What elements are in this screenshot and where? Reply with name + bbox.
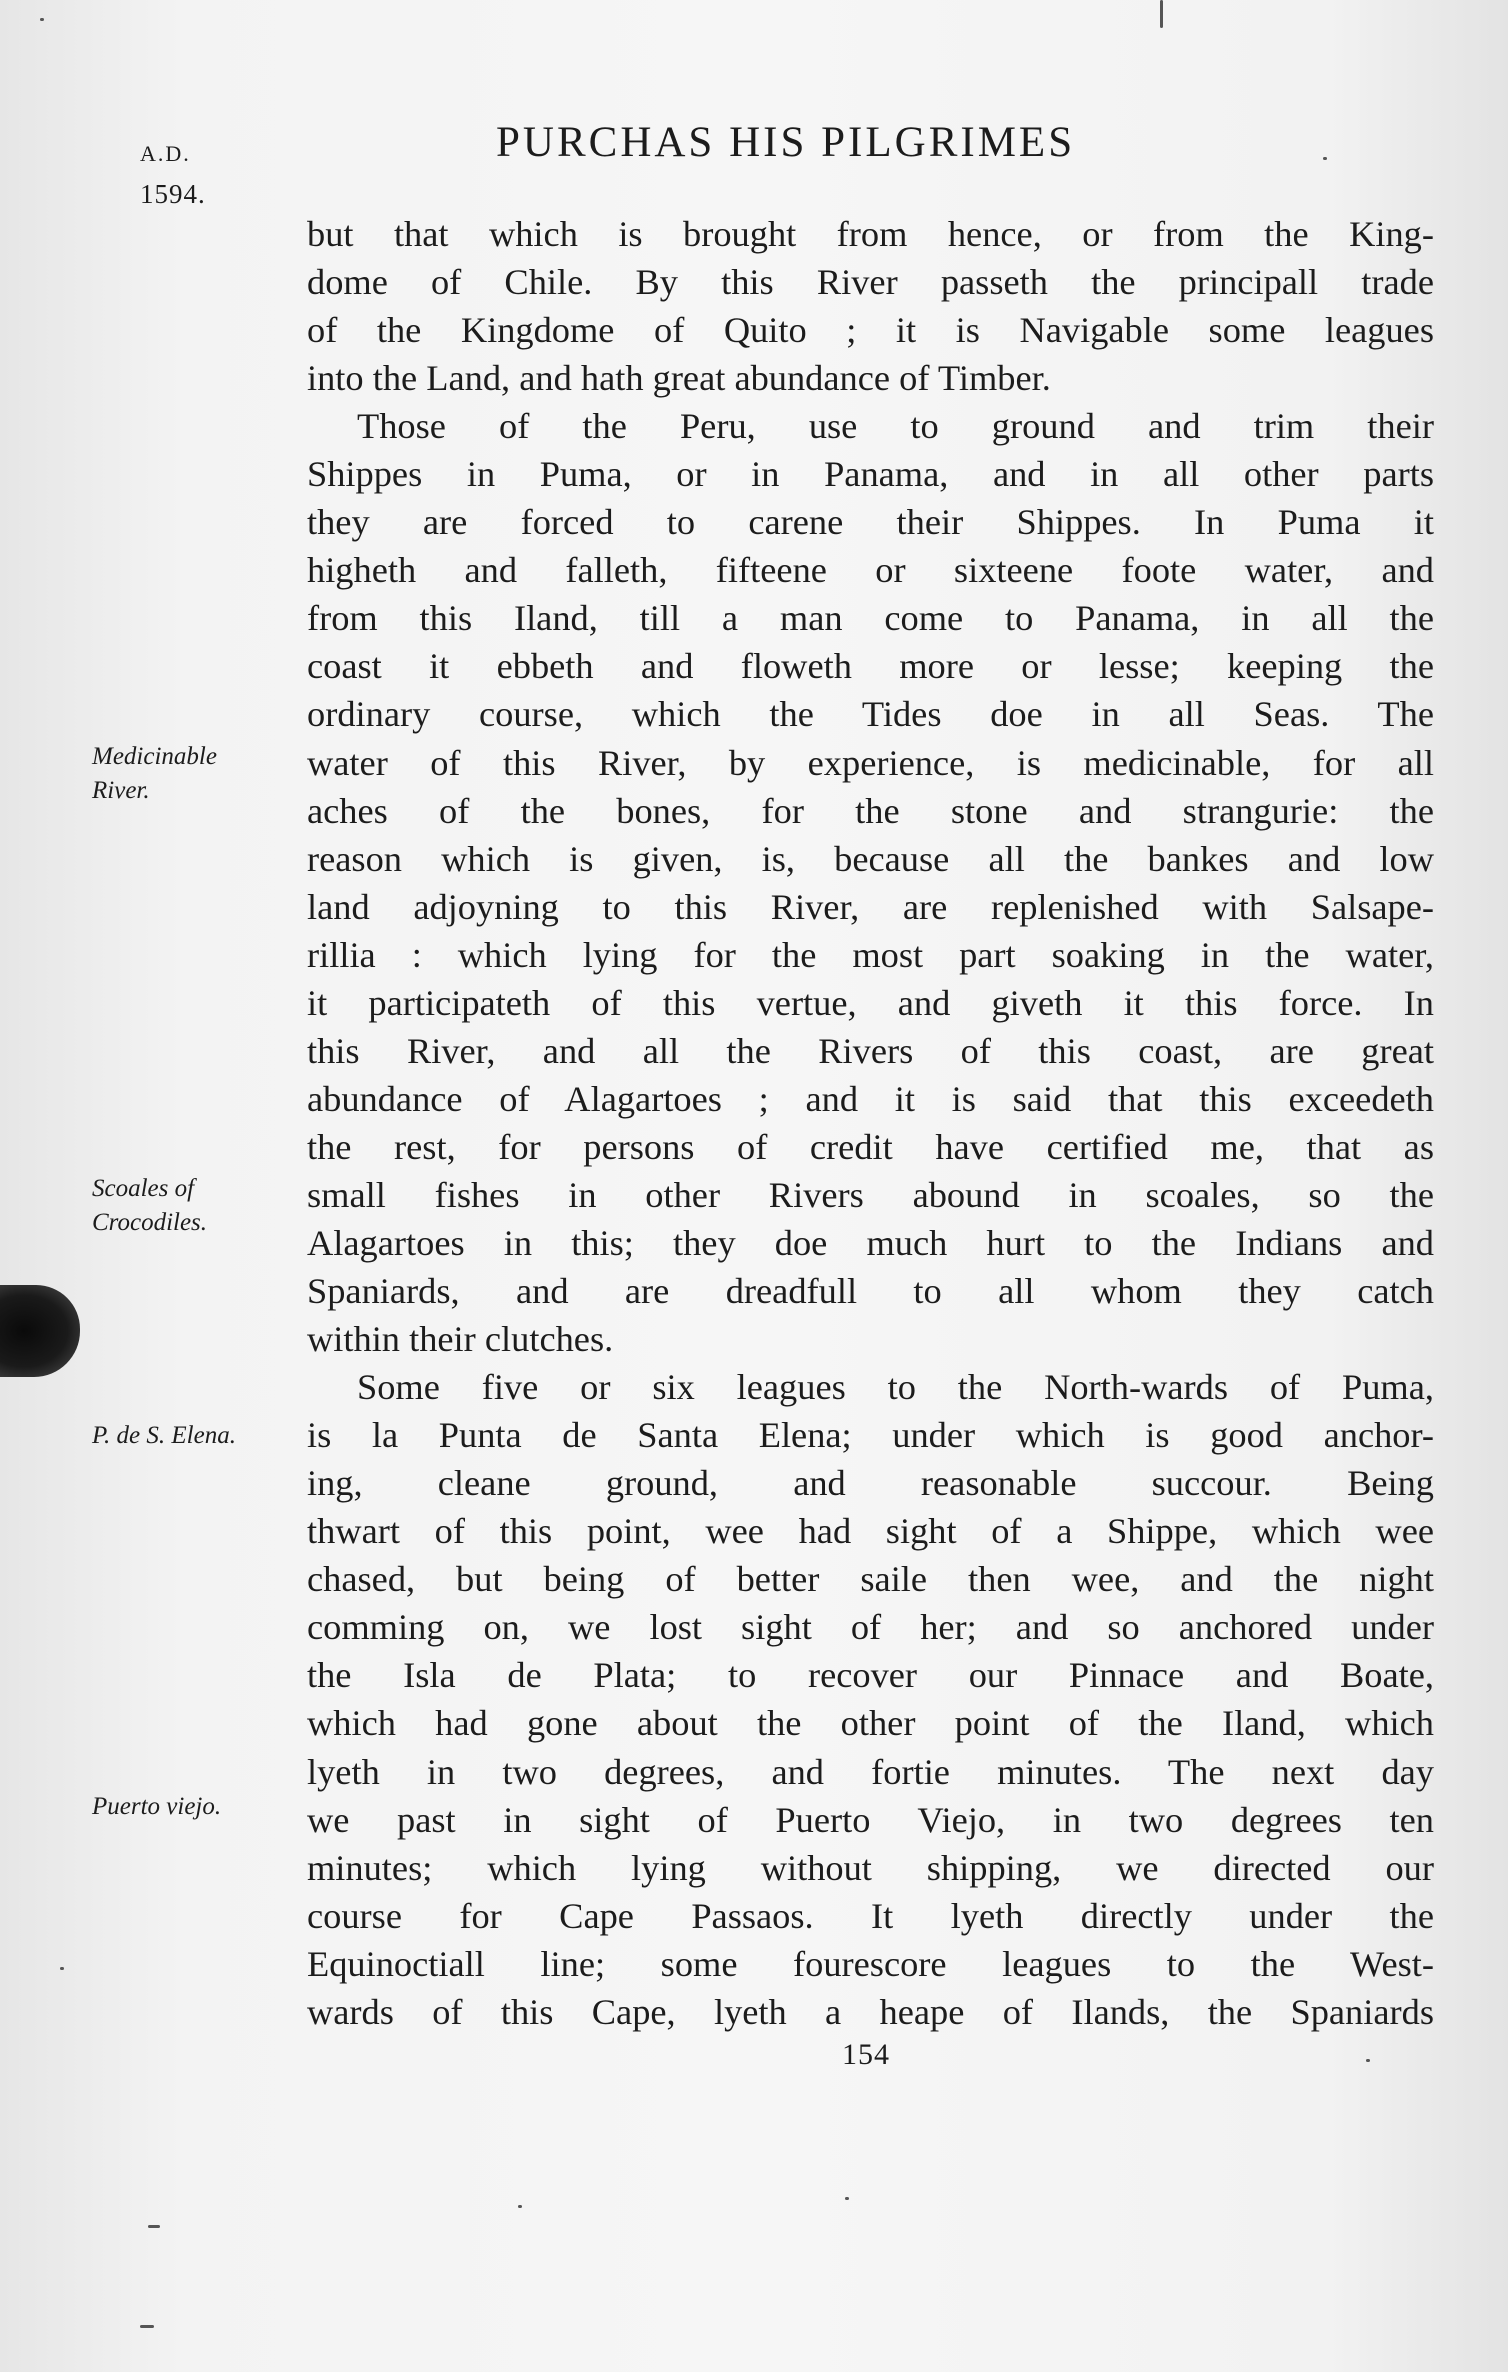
text-line: water of this River, by experience, is medicinable, for all: [307, 742, 1434, 783]
text-line: they are forced to carene their Shippes. In Puma it: [307, 502, 1434, 543]
body-text: [307, 210, 1434, 2036]
text-line: which had gone about the other point of the Iland, which: [307, 1703, 1434, 1744]
text-line: from this Iland, till a man come to Panama, in all the: [307, 598, 1434, 639]
scan-speck: [1366, 2059, 1370, 2062]
marginal-note-line: Crocodiles.: [92, 1209, 208, 1236]
text-line: is la Punta de Santa Elena; under which is good anchor-: [307, 1415, 1434, 1456]
text-line: Shippes in Puma, or in Panama, and in all other parts: [307, 454, 1434, 495]
text-line: chased, but being of better saile then wee, and the night: [307, 1559, 1434, 1600]
text-line: within their clutches.: [307, 1319, 614, 1360]
text-line: rillia : which lying for the most part soaking in the water,: [307, 934, 1434, 975]
scan-speck: [1323, 157, 1327, 160]
marginal-note-scoales-of-crocodiles: [92, 1172, 207, 1240]
text-line: we past in sight of Puerto Viejo, in two degrees ten: [307, 1799, 1434, 1840]
text-line: Spaniards, and are dreadfull to all whom they catch: [307, 1271, 1434, 1312]
scan-speck: [140, 2325, 154, 2328]
text-line: Equinoctiall line; some fourescore leagues to the West-: [307, 1943, 1434, 1984]
anno-domini-label: A.D.: [140, 141, 191, 166]
text-line: aches of the bones, for the stone and strangurie: the: [307, 790, 1434, 831]
text-line: comming on, we lost sight of her; and so anchored under: [307, 1607, 1434, 1648]
text-line: wards of this Cape, lyeth a heape of Ilands, the Spaniards: [307, 1991, 1434, 2032]
text-line: into the Land, and hath great abundance of Timber.: [307, 358, 1051, 399]
text-line: ordinary course, which the Tides doe in all Seas. The: [307, 694, 1434, 735]
scan-speck: [845, 2197, 849, 2200]
text-line: abundance of Alagartoes ; and it is said that this exceedeth: [307, 1078, 1434, 1119]
text-line: it participateth of this vertue, and giveth it this force. In: [307, 982, 1434, 1023]
text-line: dome of Chile. By this River passeth the principall trade: [307, 262, 1434, 303]
marginal-note-medicinable-river: [92, 740, 217, 808]
text-line: minutes; which lying without shipping, we directed our: [307, 1847, 1434, 1888]
scan-speck: [1160, 0, 1163, 28]
text-line: Alagartoes in this; they doe much hurt to the Indians and: [307, 1222, 1434, 1263]
text-line: coast it ebbeth and floweth more or lesse; keeping the: [307, 646, 1434, 687]
text-line: small fishes in other Rivers abound in scoales, so the: [307, 1174, 1434, 1215]
text-line: ing, cleane ground, and reasonable succour. Being: [307, 1463, 1434, 1504]
marginal-note-line: Puerto viejo.: [92, 1793, 222, 1820]
text-line: lyeth in two degrees, and fortie minutes. The next day: [307, 1751, 1434, 1792]
scan-speck: [40, 18, 44, 21]
text-line: course for Cape Passaos. It lyeth directly under the: [307, 1895, 1434, 1936]
scan-thumb-shadow: [0, 1285, 80, 1377]
marginal-note-line: Scoales of: [92, 1175, 195, 1202]
text-line: thwart of this point, wee had sight of a Shippe, which wee: [307, 1511, 1434, 1552]
text-line: Those of the Peru, use to ground and trim their: [357, 406, 1434, 447]
scan-speck: [518, 2205, 522, 2208]
year-header: [140, 134, 206, 214]
marginal-note-punta-santa-elena: [92, 1419, 236, 1453]
text-line: higheth and falleth, fifteene or sixteene foote water, and: [307, 550, 1434, 591]
text-line: but that which is brought from hence, or from the King-: [307, 214, 1434, 254]
text-line: Some five or six leagues to the North-wards of Puma,: [357, 1367, 1434, 1408]
text-line: this River, and all the Rivers of this coast, are great: [307, 1030, 1434, 1071]
year-label: 1594.: [140, 179, 206, 209]
marginal-note-line: Medicinable: [92, 743, 217, 770]
marginal-note-puerto-viejo: [92, 1790, 221, 1824]
marginal-note-line: River.: [92, 777, 150, 804]
text-line: land adjoyning to this River, are replenished with Salsape-: [307, 886, 1434, 927]
scan-speck: [148, 2225, 160, 2228]
text-line: of the Kingdome of Quito ; it is Navigable some leagues: [307, 310, 1434, 351]
text-line: the rest, for persons of credit have certified me, that as: [307, 1126, 1434, 1167]
text-line: the Isla de Plata; to recover our Pinnace and Boate,: [307, 1655, 1434, 1696]
running-title: PURCHAS HIS PILGRIMES: [496, 119, 1076, 166]
page-number: 154: [842, 2038, 890, 2071]
scan-speck: [60, 1967, 64, 1970]
marginal-note-line: P. de S. Elena.: [92, 1422, 236, 1449]
text-line: reason which is given, is, because all the bankes and low: [307, 838, 1434, 879]
